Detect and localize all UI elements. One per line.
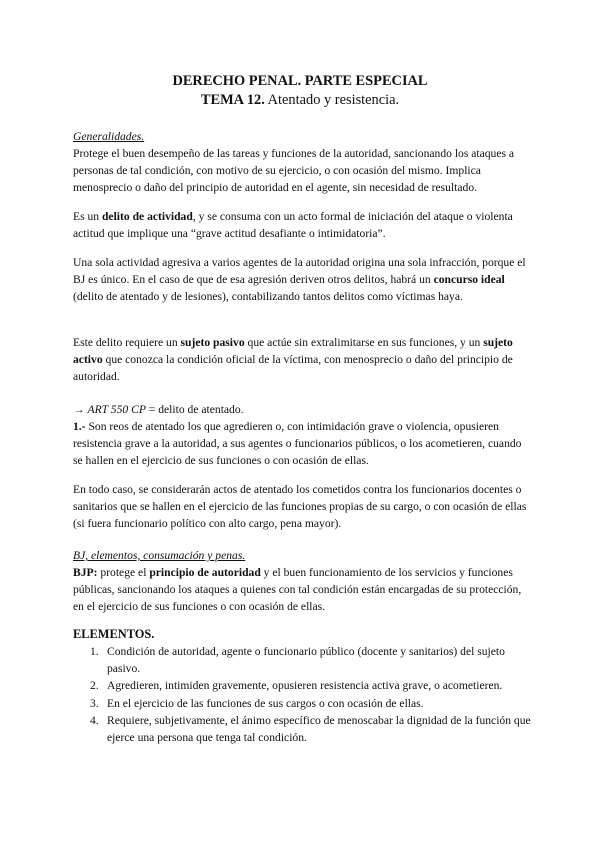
sujeto-pasivo-term: sujeto pasivo [180, 336, 245, 349]
list-item: 4. Requiere, subjetivamente, el ánimo específico de menoscabar la dignidad de la función que ejerce una persona que tenga tal condición. [90, 713, 531, 745]
bjp-label: BJP: [73, 566, 98, 579]
sujeto-activo-term: sujeto activo [73, 336, 513, 367]
article-paragraph-2: En todo caso, se considerarán actos de atentado los cometidos contra los funcionarios docentes o sanitarios que se hallen en el ejercicio de las funciones propias de su cargo, o con ocasión de ellas (si fuera funcionario político con alto cargo, pena mayor). [73, 483, 527, 531]
topic-label: TEMA 12. [200, 92, 265, 108]
article-paragraph-1: 1.- Son reos de atentado los que agredieren o, con intimidación grave o violencia, opusieren resistencia grave a la autoridad, a sus agentes o funcionarios públicos, o los acometieren, cuando se hallen en el ejercicio de sus funciones o con ocasión de ellas. [73, 420, 522, 468]
list-item: 2. Agredieren, intimiden gravemente, opusieren resistencia activa grave, o acometieren. [90, 679, 503, 693]
generalidades-paragraph-4: Este delito requiere un sujeto pasivo que actúe sin extralimitarse en sus funciones, y un sujeto activo que conozca la condición oficial de la víctima, con menosprecio o daño del principio de autoridad. [73, 336, 513, 384]
delito-actividad-term: delito de actividad [101, 210, 193, 223]
topic-title [0, 91, 600, 109]
topic-text: Atentado y resistencia. [264, 92, 400, 108]
elementos-list [73, 643, 533, 746]
document-title: DERECHO PENAL. PARTE ESPECIAL [172, 73, 428, 89]
generalidades-paragraph-1: Protege el buen desempeño de las tareas y funciones de la autoridad, sancionando los ataques a personas de tal condición, con motivo de su ejercicio, o con ocasión del mismo. Implica menosprecio o daño del principio de autoridad en el agente, sin necesidad de resultado. [73, 147, 515, 195]
article-reference: → ART 550 CP = delito de atentado. [73, 403, 244, 416]
principio-autoridad-term: principio de autoridad [149, 566, 261, 579]
generalidades-paragraph-2: Es un delito de actividad, y se consuma con un acto formal de iniciación del ataque o violenta actitud que implique una “grave actitud desafiante o intimidatoria”. [73, 210, 513, 241]
concurso-ideal-term: concurso ideal [433, 273, 505, 287]
bj-paragraph: BJP: protege el principio de autoridad y el buen funcionamiento de los servicios y funciones públicas, sancionando los ataques a quienes con tal condición están encargadas de su protección, en el ejercicio de sus funciones o con ocasión de ellas. [73, 566, 522, 614]
list-item: 1. Condición de autoridad, agente o funcionario público (docente y sanitarios) del sujeto pasivo. [90, 645, 505, 676]
bj-heading: BJ, elementos, consumación y penas. [73, 549, 246, 562]
arrow-icon: → [73, 403, 88, 416]
generalidades-paragraph-3: Una sola actividad agresiva a varios agentes de la autoridad origina una sola infracción, porque el BJ es único. En el caso de que de esa agresión deriven otros delitos, habrá un concurso ideal (delito de atentado y de lesiones), contabilizando tantos delitos como víctimas haya. [73, 256, 526, 304]
list-item: 3. En el ejercicio de las funciones de sus cargos o con ocasión de ellas. [90, 696, 424, 710]
elementos-heading: ELEMENTOS. [73, 627, 155, 641]
generalidades-heading: Generalidades. [73, 130, 145, 143]
